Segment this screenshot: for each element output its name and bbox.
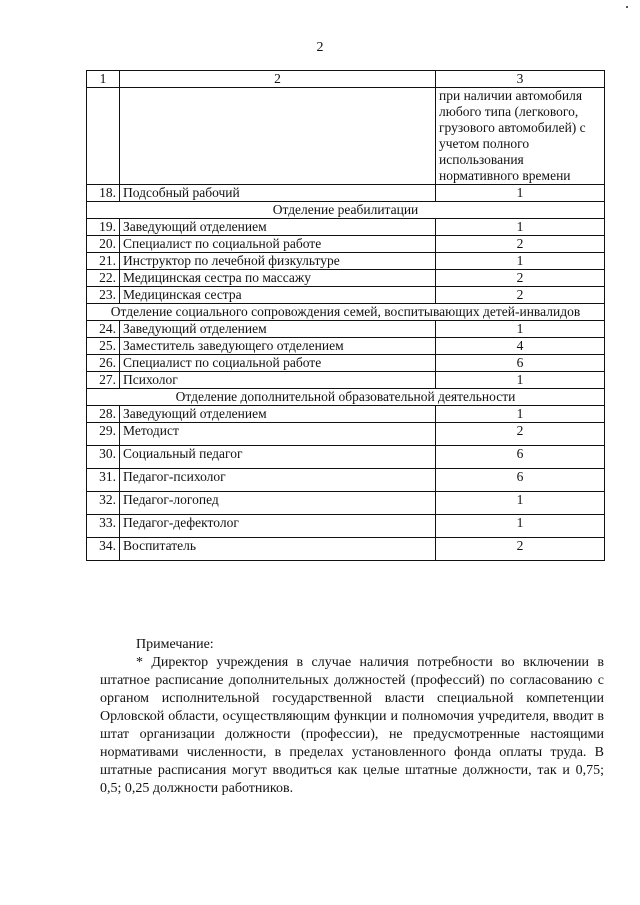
position-title: Медицинская сестра — [120, 287, 436, 304]
table-row — [87, 492, 605, 515]
table-row — [87, 423, 605, 446]
table-row — [87, 446, 605, 469]
position-count: 2 — [436, 287, 605, 304]
scan-mark — [626, 6, 628, 8]
position-title: Заведующий отделением — [120, 219, 436, 236]
table-row — [87, 321, 605, 338]
section-title: Отделение социального сопровождения семей, воспитывающих детей-инвалидов — [87, 304, 605, 321]
table-row — [87, 469, 605, 492]
table-row — [87, 253, 605, 270]
position-count: 1 — [436, 185, 605, 202]
footnote — [100, 636, 604, 798]
row-number: 28. — [87, 406, 120, 423]
position-title: Заместитель заведующего отделением — [120, 338, 436, 355]
table-row — [87, 515, 605, 538]
table-row — [87, 219, 605, 236]
position-count: 1 — [436, 219, 605, 236]
staff-table — [86, 70, 605, 561]
position-title: Подсобный рабочий — [120, 185, 436, 202]
position-title: Методист — [120, 423, 436, 446]
position-count: 2 — [436, 270, 605, 287]
row-number: 27. — [87, 372, 120, 389]
table-row — [87, 287, 605, 304]
row-number: 21. — [87, 253, 120, 270]
continued-note-cell: при наличии автомобиля любого типа (легкового, грузового автомобилей) с учетом полного использования нормативного времени — [436, 88, 605, 185]
header-col-3: 3 — [436, 71, 605, 88]
position-title: Психолог — [120, 372, 436, 389]
position-title: Заведующий отделением — [120, 321, 436, 338]
position-title: Специалист по социальной работе — [120, 236, 436, 253]
position-count: 6 — [436, 446, 605, 469]
position-count: 6 — [436, 469, 605, 492]
section-header-row — [87, 202, 605, 219]
position-count: 4 — [436, 338, 605, 355]
row-number: 30. — [87, 446, 120, 469]
section-header-row — [87, 304, 605, 321]
position-title: Медицинская сестра по массажу — [120, 270, 436, 287]
row-number: 29. — [87, 423, 120, 446]
position-count: 2 — [436, 538, 605, 561]
position-title: Педагог-психолог — [120, 469, 436, 492]
table-row — [87, 406, 605, 423]
section-title: Отделение дополнительной образовательной деятельности — [87, 389, 605, 406]
note-title: Примечание: — [136, 637, 214, 652]
table-header-row — [87, 71, 605, 88]
section-header-row — [87, 389, 605, 406]
position-count: 1 — [436, 253, 605, 270]
position-count: 1 — [436, 321, 605, 338]
position-count: 1 — [436, 492, 605, 515]
position-count: 2 — [436, 236, 605, 253]
table-row — [87, 538, 605, 561]
row-number: 20. — [87, 236, 120, 253]
position-count: 1 — [436, 372, 605, 389]
note-text: * Директор учреждения в случае наличия потребности во включении в штатное расписание дополнительных должностей (профессий) по согласованию с органом исполнительной государственной власти специальной компетенции Орловской области, осуществляющим функции и полномочия учредителя, вводит в штат организации должности (профессии), не предусмотренные настоящими нормативами численности, в пределах установленного фонда оплаты труда. В штатные расписания могут вводиться как целые штатные должности, так и 0,75; 0,5; 0,25 должности работников. — [100, 655, 604, 796]
table-row — [87, 185, 605, 202]
position-count: 1 — [436, 515, 605, 538]
row-number: 24. — [87, 321, 120, 338]
position-count: 2 — [436, 423, 605, 446]
position-title: Педагог-дефектолог — [120, 515, 436, 538]
header-col-1: 1 — [87, 71, 120, 88]
row-number: 33. — [87, 515, 120, 538]
row-number: 22. — [87, 270, 120, 287]
section-title: Отделение реабилитации — [87, 202, 605, 219]
row-number: 25. — [87, 338, 120, 355]
position-count: 1 — [436, 406, 605, 423]
page-number: 2 — [316, 40, 324, 55]
position-title: Заведующий отделением — [120, 406, 436, 423]
table-row — [87, 372, 605, 389]
row-number: 19. — [87, 219, 120, 236]
row-number: 32. — [87, 492, 120, 515]
position-title: Инструктор по лечебной физкультуре — [120, 253, 436, 270]
table-row — [87, 355, 605, 372]
row-number: 34. — [87, 538, 120, 561]
position-title: Социальный педагог — [120, 446, 436, 469]
position-title: Специалист по социальной работе — [120, 355, 436, 372]
position-count: 6 — [436, 355, 605, 372]
header-col-2: 2 — [120, 71, 436, 88]
row-number: 23. — [87, 287, 120, 304]
position-title: Воспитатель — [120, 538, 436, 561]
position-title: Педагог-логопед — [120, 492, 436, 515]
row-number: 26. — [87, 355, 120, 372]
row-number: 31. — [87, 469, 120, 492]
table-row — [87, 88, 605, 185]
table-row — [87, 338, 605, 355]
table-row — [87, 236, 605, 253]
table-row — [87, 270, 605, 287]
row-number: 18. — [87, 185, 120, 202]
